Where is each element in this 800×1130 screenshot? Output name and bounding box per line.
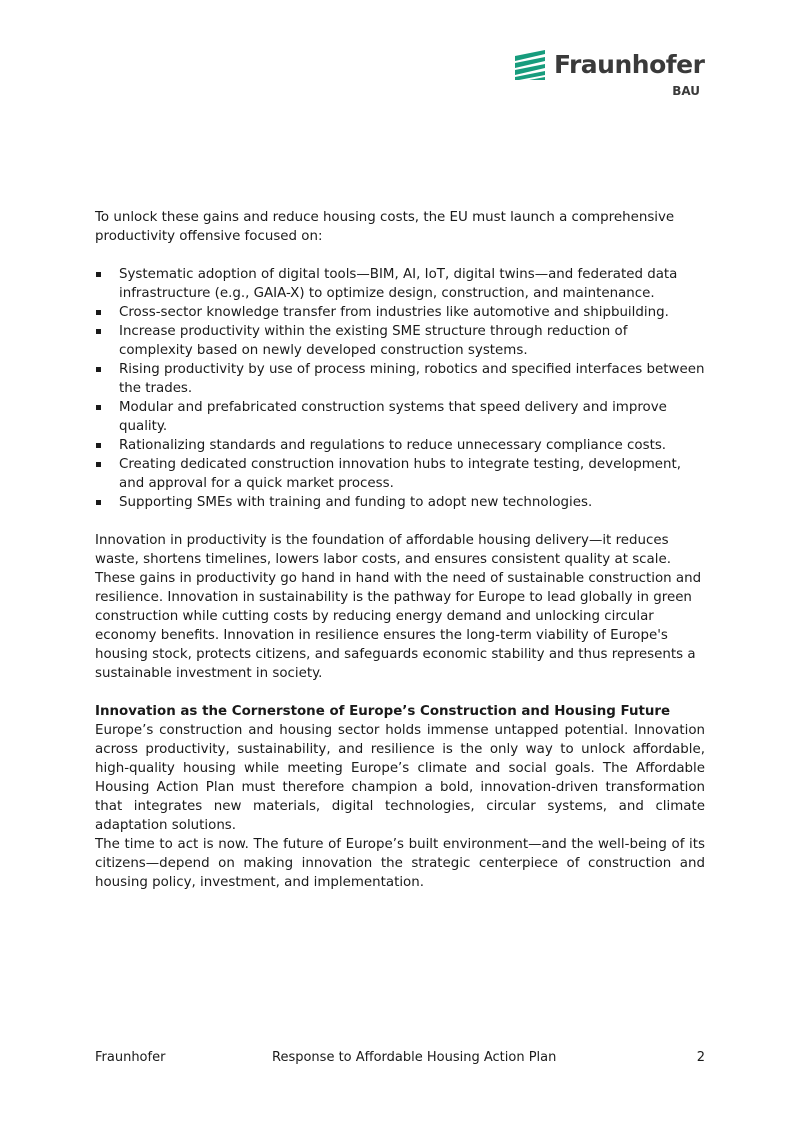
- page-number: 2: [696, 1050, 705, 1065]
- fraunhofer-logo: [515, 50, 705, 102]
- bullet-square-icon: [96, 443, 101, 448]
- innovation-paragraph: Innovation in productivity is the foundation of affordable housing delivery—it reduces waste, shortens timelines, lowers labor costs, and ensures consistent quality at scale. These gains in productivity go hand in hand with the need of sustainable construction and resilience. Innovation in sustainability is the pathway for Europe to lead globally in green construction while cutting costs by reducing energy demand and unlocking circular economy benefits. Innovation in resilience ensures the long-term viability of Europe's housing stock, protects citizens, and safeguards economic stability and thus represents a sustainable investment in society.: [95, 533, 702, 681]
- bullet-square-icon: [96, 310, 101, 315]
- list-item-text: Supporting SMEs with training and funding to adopt new technologies.: [119, 495, 593, 510]
- document-body: [95, 208, 705, 892]
- list-item: [95, 455, 705, 493]
- intro-paragraph: To unlock these gains and reduce housing costs, the EU must launch a comprehensive productivity offensive focused on:: [95, 210, 675, 244]
- list-item-text: Rising productivity by use of process mining, robotics and specified interfaces between the trades.: [119, 362, 705, 396]
- bullet-square-icon: [96, 367, 101, 372]
- section-heading: Innovation as the Cornerstone of Europe’s Construction and Housing Future: [95, 704, 671, 719]
- fraunhofer-logo-icon: [515, 50, 549, 80]
- bullet-square-icon: [96, 500, 101, 505]
- list-item-text: Increase productivity within the existing SME structure through reduction of complexity based on newly developed construction systems.: [119, 324, 628, 358]
- bullet-square-icon: [96, 405, 101, 410]
- bullet-list: [95, 265, 705, 512]
- list-item-text: Creating dedicated construction innovation hubs to integrate testing, development, and approval for a quick market process.: [119, 457, 682, 491]
- footer-document-title: Response to Affordable Housing Action Plan: [272, 1050, 557, 1065]
- logo-subtext: BAU: [672, 84, 700, 98]
- list-item-text: Modular and prefabricated construction systems that speed delivery and improve quality.: [119, 400, 667, 434]
- list-item: [95, 303, 705, 322]
- list-item: [95, 398, 705, 436]
- bullet-square-icon: [96, 462, 101, 467]
- logo-wordmark: Fraunhofer: [554, 50, 705, 79]
- list-item: [95, 265, 705, 303]
- list-item-text: Systematic adoption of digital tools—BIM, AI, IoT, digital twins—and federated data infrastructure (e.g., GAIA-X) to optimize design, construction, and maintenance.: [119, 267, 678, 301]
- closing-paragraph: The time to act is now. The future of Europe’s built environment—and the well-being of its citizens—depend on making innovation the strategic centerpiece of construction and housing policy, investment, and implementation.: [95, 837, 705, 890]
- list-item-text: Rationalizing standards and regulations to reduce unnecessary compliance costs.: [119, 438, 667, 453]
- footer-organization: Fraunhofer: [95, 1050, 166, 1065]
- section-paragraph: Europe’s construction and housing sector holds immense untapped potential. Innovation across productivity, sustainability, and resilience is the only way to unlock affordable, high-quality housing while meeting Europe’s climate and social goals. The Affordable Housing Action Plan must therefore champion a bold, innovation-driven transformation that integrates new materials, digital technologies, circular systems, and climate adaptation solutions.: [95, 723, 705, 833]
- list-item: [95, 322, 705, 360]
- list-item: [95, 493, 705, 512]
- list-item: [95, 360, 705, 398]
- bullet-square-icon: [96, 272, 101, 277]
- bullet-square-icon: [96, 329, 101, 334]
- list-item: [95, 436, 705, 455]
- list-item-text: Cross-sector knowledge transfer from industries like automotive and shipbuilding.: [119, 305, 669, 320]
